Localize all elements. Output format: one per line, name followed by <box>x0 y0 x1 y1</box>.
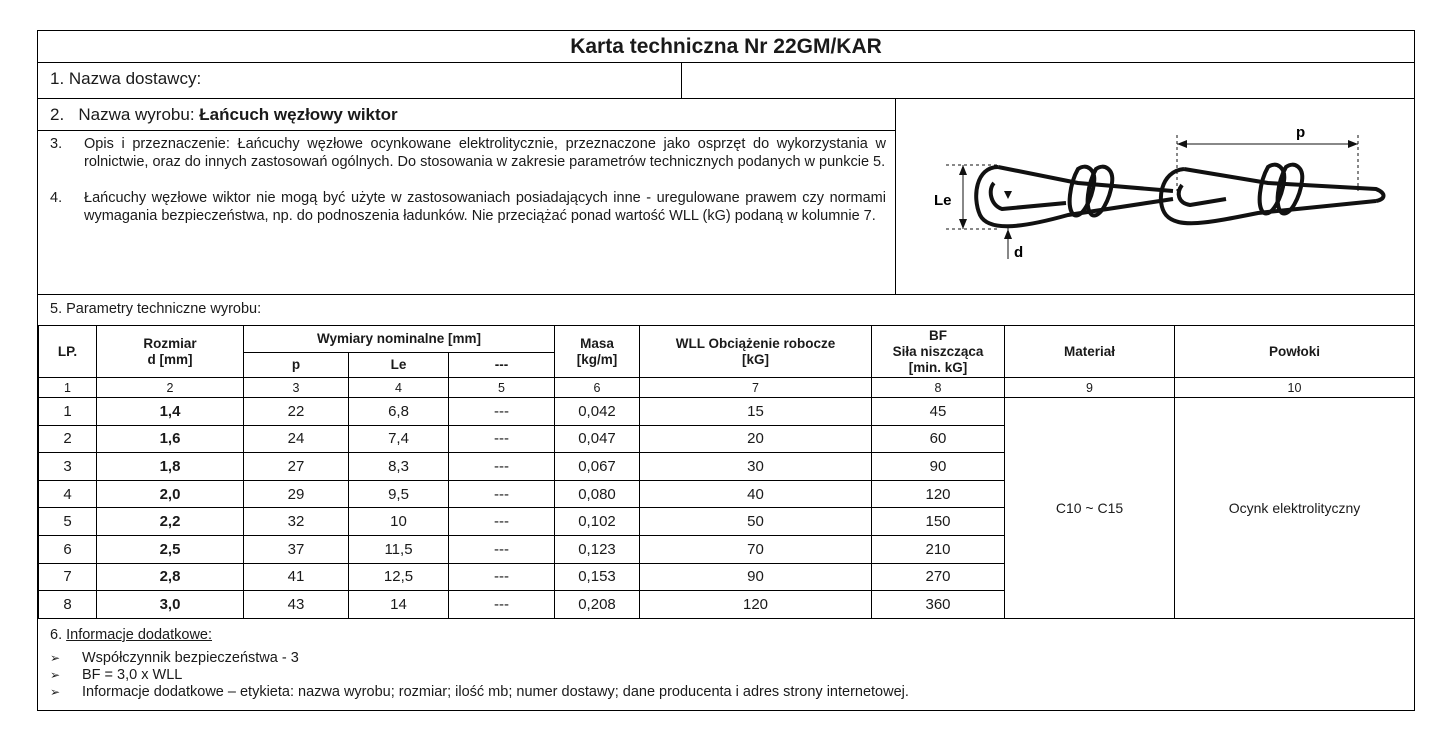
cell-size: 3,0 <box>97 591 244 619</box>
cell-bf: 210 <box>872 535 1005 563</box>
cell-mass: 0,123 <box>555 535 640 563</box>
cell-size: 2,2 <box>97 508 244 536</box>
paragraph-text: Łańcuchy węzłowe wiktor nie mogą być użyte w zastosowaniach posiadających inne - uregulowane prawem czy normami wymagania bezpieczeństwa, np. do podnoszenia ładunków. Nie przeciążać ponad wartość WLL (kG) podaną w kolumnie 7. <box>84 190 886 224</box>
cell-size: 2,5 <box>97 535 244 563</box>
cell-bf: 270 <box>872 563 1005 591</box>
list-item <box>50 650 909 667</box>
bullet-arrow-icon: ➢ <box>50 685 61 699</box>
description-paragraph <box>50 189 886 225</box>
cell-lp: 7 <box>39 563 97 591</box>
header-size: Rozmiar d [mm] <box>97 326 244 378</box>
product-row <box>50 105 398 125</box>
cell-lp: 8 <box>39 591 97 619</box>
chain-link-right-inner <box>1179 185 1226 205</box>
product-label: 2. Nazwa wyrobu: <box>50 105 200 124</box>
cell-extra: --- <box>449 535 555 563</box>
chain-knot-right <box>1260 165 1285 214</box>
cell-le: 11,5 <box>349 535 449 563</box>
cell-p: 22 <box>244 398 349 426</box>
cell-wll: 90 <box>640 563 872 591</box>
column-number: 5 <box>449 378 555 398</box>
paragraph-text: Opis i przeznaczenie: Łańcuchy węzłowe ocynkowane elektrolitycznie, przeznaczone jako osprzęt do wykorzystania w rolnictwie, oraz do innych zastosowań ogólnych. Do stosowania w zakresie parametrów technicznych podanych w punkcie 5. <box>84 136 886 170</box>
table-header-row <box>39 326 1415 353</box>
cell-wll: 20 <box>640 425 872 453</box>
list-item <box>50 667 909 684</box>
cell-p: 32 <box>244 508 349 536</box>
cell-lp: 6 <box>39 535 97 563</box>
arrowhead <box>1348 140 1358 148</box>
cell-bf: 90 <box>872 453 1005 481</box>
cell-bf: 120 <box>872 480 1005 508</box>
bullet-arrow-icon: ➢ <box>50 668 61 682</box>
header-material: Materiał <box>1005 326 1175 378</box>
cell-size: 1,6 <box>97 425 244 453</box>
header-wll: WLL Obciążenie robocze [kG] <box>640 326 872 378</box>
cell-extra: --- <box>449 508 555 536</box>
section-title: Informacje dodatkowe: <box>66 627 213 643</box>
column-number: 3 <box>244 378 349 398</box>
column-number: 4 <box>349 378 449 398</box>
cell-lp: 4 <box>39 480 97 508</box>
header-coating: Powłoki <box>1175 326 1415 378</box>
cell-lp: 2 <box>39 425 97 453</box>
cell-p: 43 <box>244 591 349 619</box>
chain-diagram <box>898 99 1415 294</box>
cell-le: 6,8 <box>349 398 449 426</box>
list-item-text: BF = 3,0 x WLL <box>82 667 183 683</box>
cell-le: 10 <box>349 508 449 536</box>
cell-lp: 1 <box>39 398 97 426</box>
cell-p: 24 <box>244 425 349 453</box>
cell-mass: 0,067 <box>555 453 640 481</box>
cell-extra: --- <box>449 398 555 426</box>
cell-le: 7,4 <box>349 425 449 453</box>
header-extra: --- <box>449 353 555 378</box>
header-mass: Masa [kg/m] <box>555 326 640 378</box>
paragraph-number: 4. <box>50 190 63 206</box>
column-number: 7 <box>640 378 872 398</box>
cell-lp: 5 <box>39 508 97 536</box>
column-number: 9 <box>1005 378 1175 398</box>
cell-mass: 0,047 <box>555 425 640 453</box>
cell-wll: 70 <box>640 535 872 563</box>
cell-size: 2,0 <box>97 480 244 508</box>
cell-mass: 0,208 <box>555 591 640 619</box>
arrowhead <box>959 165 967 175</box>
parameters-table <box>38 325 1415 619</box>
cell-p: 41 <box>244 563 349 591</box>
arrowhead <box>1177 140 1187 148</box>
header-le: Le <box>349 353 449 378</box>
list-item-text: Współczynnik bezpieczeństwa - 3 <box>82 650 299 666</box>
table-row <box>39 398 1415 426</box>
cell-wll: 30 <box>640 453 872 481</box>
arrowhead <box>1004 191 1012 199</box>
document-title: Karta techniczna Nr 22GM/KAR <box>570 35 882 58</box>
cell-mass: 0,153 <box>555 563 640 591</box>
cell-le: 12,5 <box>349 563 449 591</box>
header-lp: LP. <box>39 326 97 378</box>
header-bf: BF Siła niszcząca [min. kG] <box>872 326 1005 378</box>
list-item-text: Informacje dodatkowe – etykieta: nazwa wyrobu; rozmiar; ilość mb; numer dostawy; dane producenta i adres strony internetowej. <box>82 684 909 700</box>
cell-p: 37 <box>244 535 349 563</box>
cell-le: 9,5 <box>349 480 449 508</box>
paragraph-number: 3. <box>50 136 63 152</box>
column-number: 2 <box>97 378 244 398</box>
header-dimensions: Wymiary nominalne [mm] <box>244 326 555 353</box>
cell-size: 2,8 <box>97 563 244 591</box>
product-name: Łańcuch węzłowy wiktor <box>199 105 398 124</box>
column-number: 6 <box>555 378 640 398</box>
cell-wll: 120 <box>640 591 872 619</box>
description-paragraph <box>50 135 886 171</box>
chain-link-left-inner <box>991 183 1066 209</box>
cell-le: 8,3 <box>349 453 449 481</box>
chain-link-left-top <box>998 167 1173 191</box>
cell-bf: 360 <box>872 591 1005 619</box>
cell-extra: --- <box>449 453 555 481</box>
additional-info-section <box>50 627 909 701</box>
column-number: 10 <box>1175 378 1415 398</box>
cell-mass: 0,080 <box>555 480 640 508</box>
cell-material: C10 ~ C15 <box>1005 398 1175 619</box>
column-number: 8 <box>872 378 1005 398</box>
cell-le: 14 <box>349 591 449 619</box>
technical-sheet <box>37 30 1415 711</box>
label-p: p <box>1296 124 1306 141</box>
cell-extra: --- <box>449 591 555 619</box>
list-item <box>50 684 909 701</box>
cell-wll: 15 <box>640 398 872 426</box>
section-number: 6. <box>50 627 67 643</box>
cell-wll: 40 <box>640 480 872 508</box>
cell-bf: 60 <box>872 425 1005 453</box>
arrowhead <box>959 219 967 229</box>
cell-size: 1,8 <box>97 453 244 481</box>
divider <box>38 130 895 131</box>
cell-extra: --- <box>449 480 555 508</box>
chain-knot-left <box>1070 167 1095 216</box>
cell-bf: 150 <box>872 508 1005 536</box>
divider <box>681 62 682 98</box>
label-d: d <box>1014 244 1024 261</box>
cell-size: 1,4 <box>97 398 244 426</box>
divider <box>38 62 1414 63</box>
label-le: Le <box>934 192 952 209</box>
cell-coating: Ocynk elektrolityczny <box>1175 398 1415 619</box>
bullet-arrow-icon: ➢ <box>50 651 61 665</box>
description-section <box>50 135 886 243</box>
cell-extra: --- <box>449 563 555 591</box>
params-title: 5. Parametry techniczne wyrobu: <box>50 301 262 317</box>
cell-p: 29 <box>244 480 349 508</box>
cell-extra: --- <box>449 425 555 453</box>
divider <box>895 98 896 294</box>
cell-lp: 3 <box>39 453 97 481</box>
additional-info-heading <box>50 627 909 644</box>
supplier-label: 1. Nazwa dostawcy: <box>50 69 202 88</box>
header-p: p <box>244 353 349 378</box>
arrowhead <box>1004 229 1012 239</box>
cell-bf: 45 <box>872 398 1005 426</box>
column-number: 1 <box>39 378 97 398</box>
column-number-row <box>39 378 1415 398</box>
divider <box>38 294 1414 295</box>
cell-p: 27 <box>244 453 349 481</box>
cell-wll: 50 <box>640 508 872 536</box>
cell-mass: 0,042 <box>555 398 640 426</box>
cell-mass: 0,102 <box>555 508 640 536</box>
